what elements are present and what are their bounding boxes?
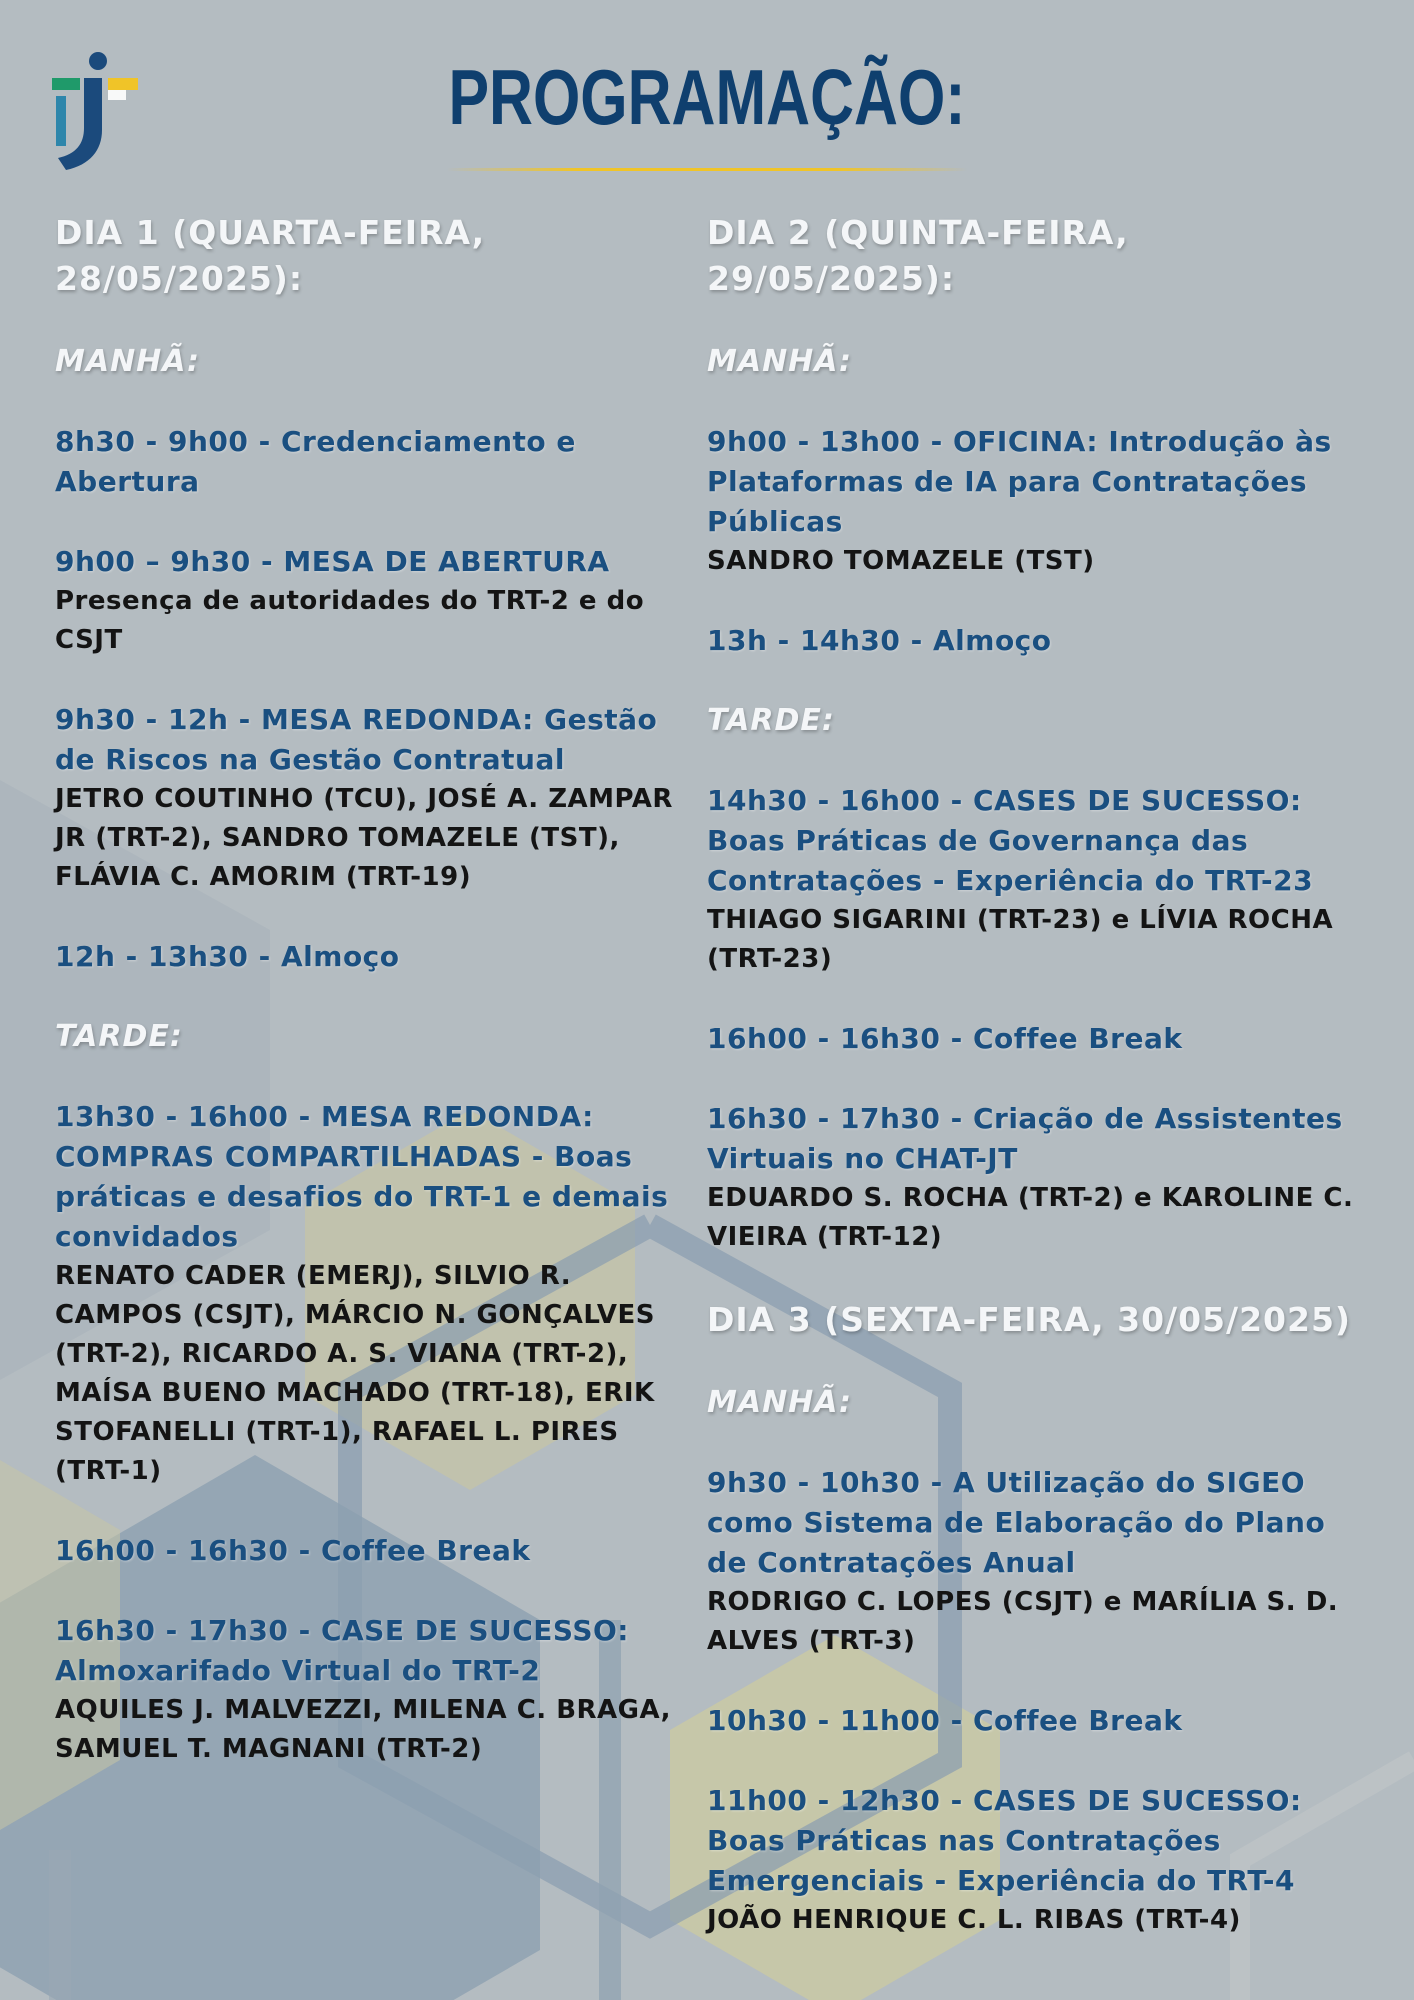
day1-event-7-detail: AQUILES J. MALVEZZI, MILENA C. BRAGA, SAMUEL T. MAGNANI (TRT-2) [55,1695,671,1764]
day1-event-3-title: 9h30 - 12h - MESA REDONDA: Gestão de Riscos na Gestão Contratual [55,703,658,776]
day3-event-3-detail: JOÃO HENRIQUE C. L. RIBAS (TRT-4) [707,1905,1241,1935]
day1-event-5-title: 13h30 - 16h00 - MESA REDONDA: COMPRAS COMPARTILHADAS - Boas práticas e desafios do TRT-1 e demais convidados [55,1100,669,1253]
day1-event-2-detail: Presença de autoridades do TRT-2 e do CSJT [55,586,645,655]
day3-event-1-title: 9h30 - 10h30 - A Utilização do SIGEO como Sistema de Elaboração do Plano de Contratações Anual [707,1466,1326,1579]
day1-column [55,210,695,1769]
day2-heading: DIA 2 (QUINTA-FEIRA, 29/05/2025): [707,213,1129,298]
day1-event-7-title: 16h30 - 17h30 - CASE DE SUCESSO: Almoxarifado Virtual do TRT-2 [55,1614,629,1687]
day1-heading: DIA 1 (QUARTA-FEIRA, 28/05/2025): [55,213,486,298]
day1-afternoon-label: TARDE: [55,1019,183,1054]
day2-event-1-title: 9h00 - 13h00 - OFICINA: Introdução às Plataformas de IA para Contratações Públicas [707,425,1332,538]
day2-event-1-detail: SANDRO TOMAZELE (TST) [707,546,1095,576]
day2-afternoon-label: TARDE: [707,703,835,738]
jt-logo-icon [52,50,142,175]
title-underline [447,168,967,171]
day1-morning-label: MANHÃ: [55,344,201,379]
day1-event-2-title: 9h00 – 9h30 - MESA DE ABERTURA [55,545,610,578]
day1-event-6-title: 16h00 - 16h30 - Coffee Break [55,1534,531,1567]
day3-event-3-title: 11h00 - 12h30 - CASES DE SUCESSO: Boas Práticas nas Contratações Emergenciais - Experiência do TRT-4 [707,1784,1302,1897]
page-title: PROGRAMAÇÃO: [448,53,966,141]
day1-event-4-title: 12h - 13h30 - Almoço [55,940,400,973]
day1-event-5-detail: RENATO CADER (EMERJ), SILVIO R. CAMPOS (CSJT), MÁRCIO N. GONÇALVES (TRT-2), RICARDO A. S. VIANA (TRT-2), MAÍSA BUENO MACHADO (TRT-18), ERIK STOFANELLI (TRT-1), RAFAEL L. PIRES (TRT-1) [55,1261,656,1486]
day1-event-1-title: 8h30 - 9h00 - Credenciamento e Abertura [55,425,576,498]
day2-event-2-title: 13h - 14h30 - Almoço [707,624,1052,657]
day2-event-4-title: 16h00 - 16h30 - Coffee Break [707,1022,1183,1055]
day2-event-3-detail: THIAGO SIGARINI (TRT-23) e LÍVIA ROCHA (TRT-23) [707,905,1334,974]
day2-event-5-detail: EDUARDO S. ROCHA (TRT-2) e KAROLINE C. VIEIRA (TRT-12) [707,1183,1354,1252]
day1-event-3-detail: JETRO COUTINHO (TCU), JOSÉ A. ZAMPAR JR (TRT-2), SANDRO TOMAZELE (TST), FLÁVIA C. AMORIM (TRT-19) [55,784,673,892]
day3-event-2-title: 10h30 - 11h00 - Coffee Break [707,1704,1183,1737]
day3-morning-label: MANHÃ: [707,1385,853,1420]
day2-event-5-title: 16h30 - 17h30 - Criação de Assistentes Virtuais no CHAT-JT [707,1102,1343,1175]
day2-day3-column [707,210,1367,1940]
day3-event-1-detail: RODRIGO C. LOPES (CSJT) e MARÍLIA S. D. ALVES (TRT-3) [707,1587,1339,1656]
day3-heading: DIA 3 (SEXTA-FEIRA, 30/05/2025) [707,1300,1351,1339]
day2-event-3-title: 14h30 - 16h00 - CASES DE SUCESSO: Boas Práticas de Governança das Contratações - Experiência do TRT-23 [707,784,1314,897]
day2-morning-label: MANHÃ: [707,344,853,379]
